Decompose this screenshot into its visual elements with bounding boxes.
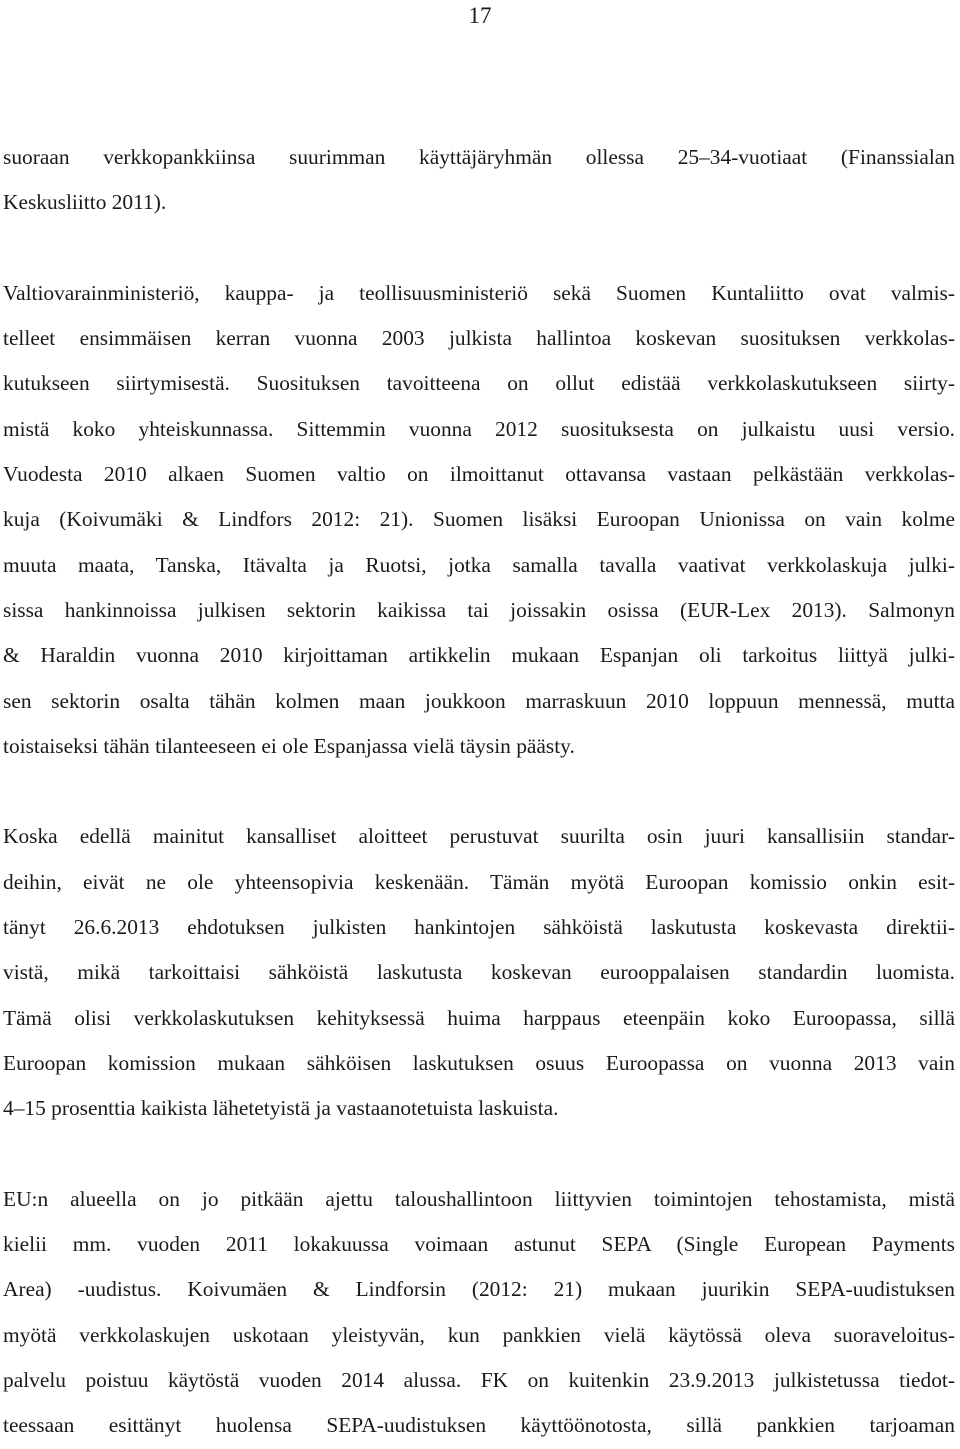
- text-line: deihin, eivät ne ole yhteensopivia keskenään. Tämän myötä Euroopan komissio onkin esit-: [3, 869, 955, 894]
- text-line: teessaan esittänyt huolensa SEPA-uudistuksen käyttöönotosta, sillä pankkien tarjoaman: [3, 1413, 955, 1438]
- text-line: telleet ensimmäisen kerran vuonna 2003 julkista hallintoa koskevan suosituksen verkkolas-: [3, 326, 955, 351]
- text-line: vistä, mikä tarkoittaisi sähköistä laskutusta koskevan eurooppalaisen standardin luomista.: [3, 960, 955, 985]
- text-line: sissa hankinnoissa julkisen sektorin kaikissa tai joissakin osissa (EUR-Lex 2013). Salmonyn: [3, 597, 955, 622]
- text-line: Koska edellä mainitut kansalliset aloitteet perustuvat suurilta osin juuri kansallisiin standar-: [3, 824, 955, 849]
- paragraph: [3, 271, 955, 769]
- text-line: Keskusliitto 2011).: [3, 190, 167, 215]
- text-line: toistaiseksi tähän tilanteeseen ei ole Espanjassa vielä täysin päästy.: [3, 733, 575, 758]
- paragraph-gap: [3, 1132, 955, 1177]
- text-line: EU:n alueella on jo pitkään ajettu taloushallintoon liittyvien toimintojen tehostamista, mistä: [3, 1186, 955, 1211]
- text-line: Tämä olisi verkkolaskutuksen kehityksessä huima harppaus eteenpäin koko Euroopassa, sillä: [3, 1005, 955, 1030]
- text-line: palvelu poistuu käytöstä vuoden 2014 alussa. FK on kuitenkin 23.9.2013 julkistetussa tiedot-: [3, 1368, 955, 1393]
- text-line: Vuodesta 2010 alkaen Suomen valtio on ilmoittanut ottavansa vastaan pelkästään verkkolas-: [3, 462, 955, 487]
- paragraph: [3, 135, 955, 226]
- text-line: sen sektorin osalta tähän kolmen maan joukkoon marraskuun 2010 loppuun mennessä, mutta: [3, 688, 955, 713]
- text-line: kutukseen siirtymisestä. Suosituksen tavoitteena on ollut edistää verkkolaskutukseen siirty-: [3, 371, 955, 396]
- text-line: Valtiovarainministeriö, kauppa- ja teollisuusministeriö sekä Suomen Kuntaliitto ovat valmis-: [3, 280, 955, 305]
- paragraph-gap: [3, 769, 955, 814]
- paragraph: [3, 814, 955, 1131]
- page-body: [3, 135, 955, 1449]
- text-line: suoraan verkkopankkiinsa suurimman käyttäjäryhmän ollessa 25–34-vuotiaat (Finanssialan: [3, 145, 955, 169]
- text-line: Euroopan komission mukaan sähköisen laskutuksen osuus Euroopassa on vuonna 2013 vain: [3, 1050, 955, 1075]
- text-line: myötä verkkolaskujen uskotaan yleistyvän, kun pankkien vielä käytössä oleva suoraveloitus-: [3, 1322, 955, 1347]
- page-number: 17: [468, 3, 492, 28]
- text-line: Area) -uudistus. Koivumäen & Lindforsin (2012: 21) mukaan juurikin SEPA-uudistuksen: [3, 1277, 955, 1302]
- text-line: muuta maata, Tanska, Itävalta ja Ruotsi, jotka samalla tavalla vaativat verkkolaskuja julki-: [3, 552, 955, 577]
- text-line: tänyt 26.6.2013 ehdotuksen julkisten hankintojen sähköistä laskutusta koskevasta direktii-: [3, 915, 955, 940]
- text-line: & Haraldin vuonna 2010 kirjoittaman artikkelin mukaan Espanjan oli tarkoitus liittyä julki-: [3, 643, 955, 668]
- text-line: mistä koko yhteiskunnassa. Sittemmin vuonna 2012 suosituksesta on julkaistu uusi versio.: [3, 416, 955, 441]
- text-line: kuja (Koivumäki & Lindfors 2012: 21). Suomen lisäksi Euroopan Unionissa on vain kolme: [3, 507, 955, 532]
- text-line: 4–15 prosenttia kaikista lähetetyistä ja vastaanotetuista laskuista.: [3, 1096, 559, 1121]
- text-line: kielii mm. vuoden 2011 lokakuussa voimaan astunut SEPA (Single European Payments: [3, 1232, 955, 1257]
- paragraph: [3, 1177, 955, 1449]
- paragraph-gap: [3, 226, 955, 271]
